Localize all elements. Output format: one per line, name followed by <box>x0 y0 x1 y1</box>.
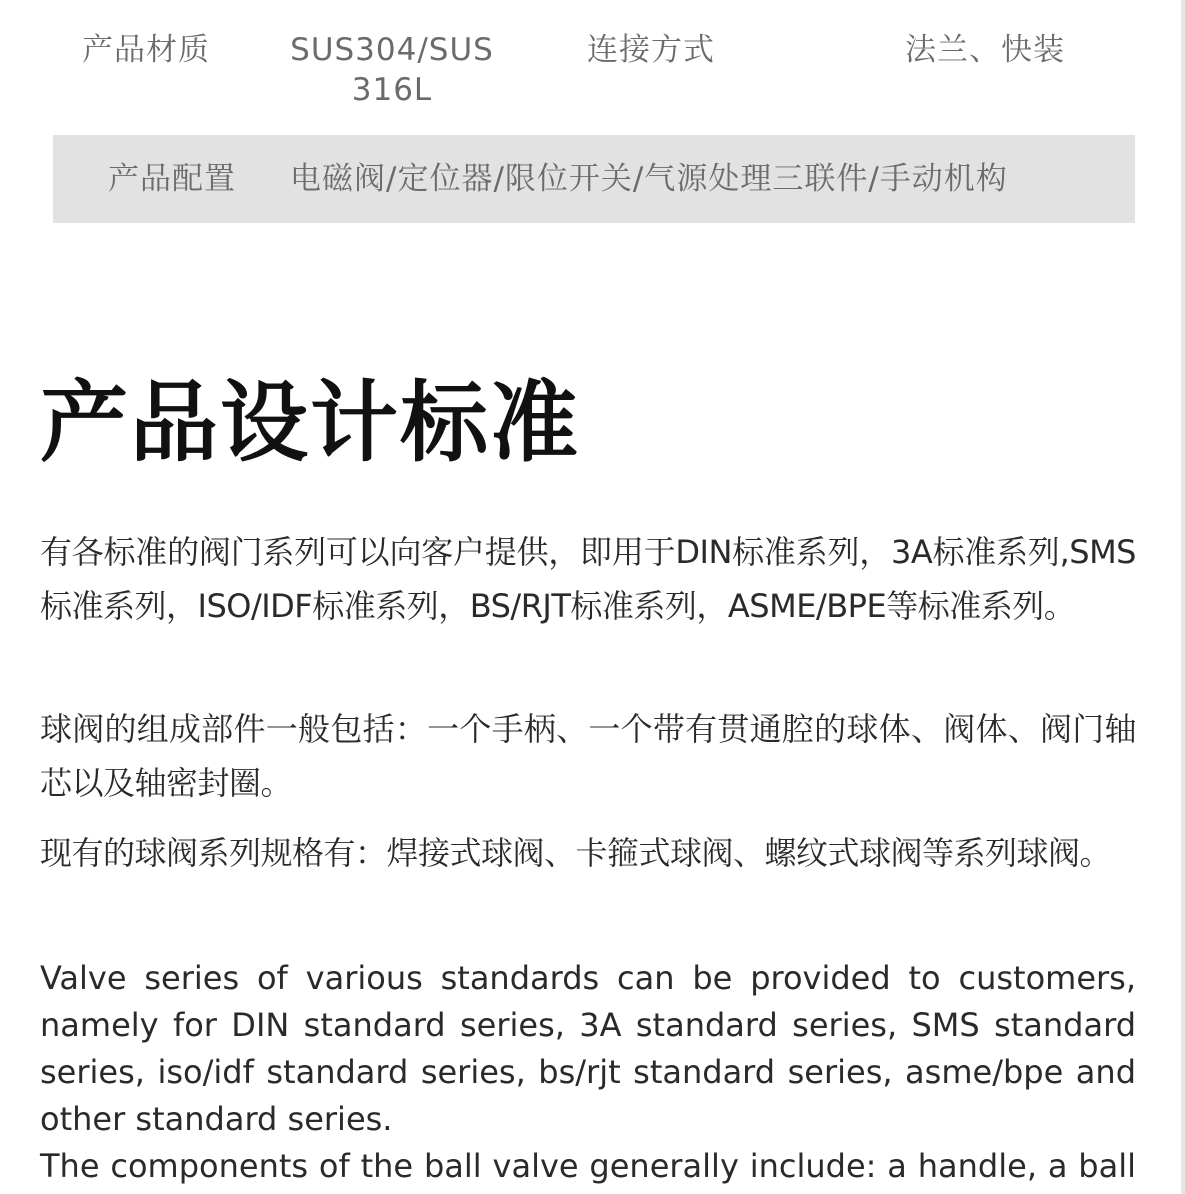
section-title: 产品设计标准 <box>40 371 581 474</box>
cn-paragraph-series: 现有的球阀系列规格有：焊接式球阀、卡箍式球阀、螺纹式球阀等系列球阀。 <box>40 834 1112 872</box>
spec-value-configuration: 电磁阀/定位器/限位开关/气源处理三联件/手动机构 <box>290 161 1008 197</box>
en-paragraph-standards: Valve series of various standards can be provided to customers, namely for DIN standard series, 3A standard series, SMS standard series, iso/idf standard series, bs/rjt standard series, asme/bpe and other standard series. <box>40 959 1136 1138</box>
spec-label-configuration: 产品配置 <box>108 161 236 197</box>
cn-paragraph-components: 球阀的组成部件一般包括：一个手柄、一个带有贯通腔的球体、阀体、阀门轴芯以及轴密封圈。 <box>40 710 1136 802</box>
spec-row-material-connection <box>0 0 1185 120</box>
page-edge-divider <box>1181 0 1185 1194</box>
spec-label-material: 产品材质 <box>82 32 210 68</box>
spec-row-configuration <box>53 135 1135 223</box>
cn-paragraph-standards: 有各标准的阀门系列可以向客户提供，即用于DIN标准系列，3A标准系列,SMS标准系列，ISO/IDF标准系列，BS/RJT标准系列，ASME/BPE等标准系列。 <box>40 533 1136 625</box>
en-paragraph-components: The components of the ball valve generally include: a handle, a ball <box>40 1147 1136 1185</box>
spec-label-connection: 连接方式 <box>587 32 715 68</box>
spec-value-material: SUS304/SUS316L <box>290 32 494 108</box>
spec-value-connection: 法兰、快装 <box>905 32 1065 68</box>
